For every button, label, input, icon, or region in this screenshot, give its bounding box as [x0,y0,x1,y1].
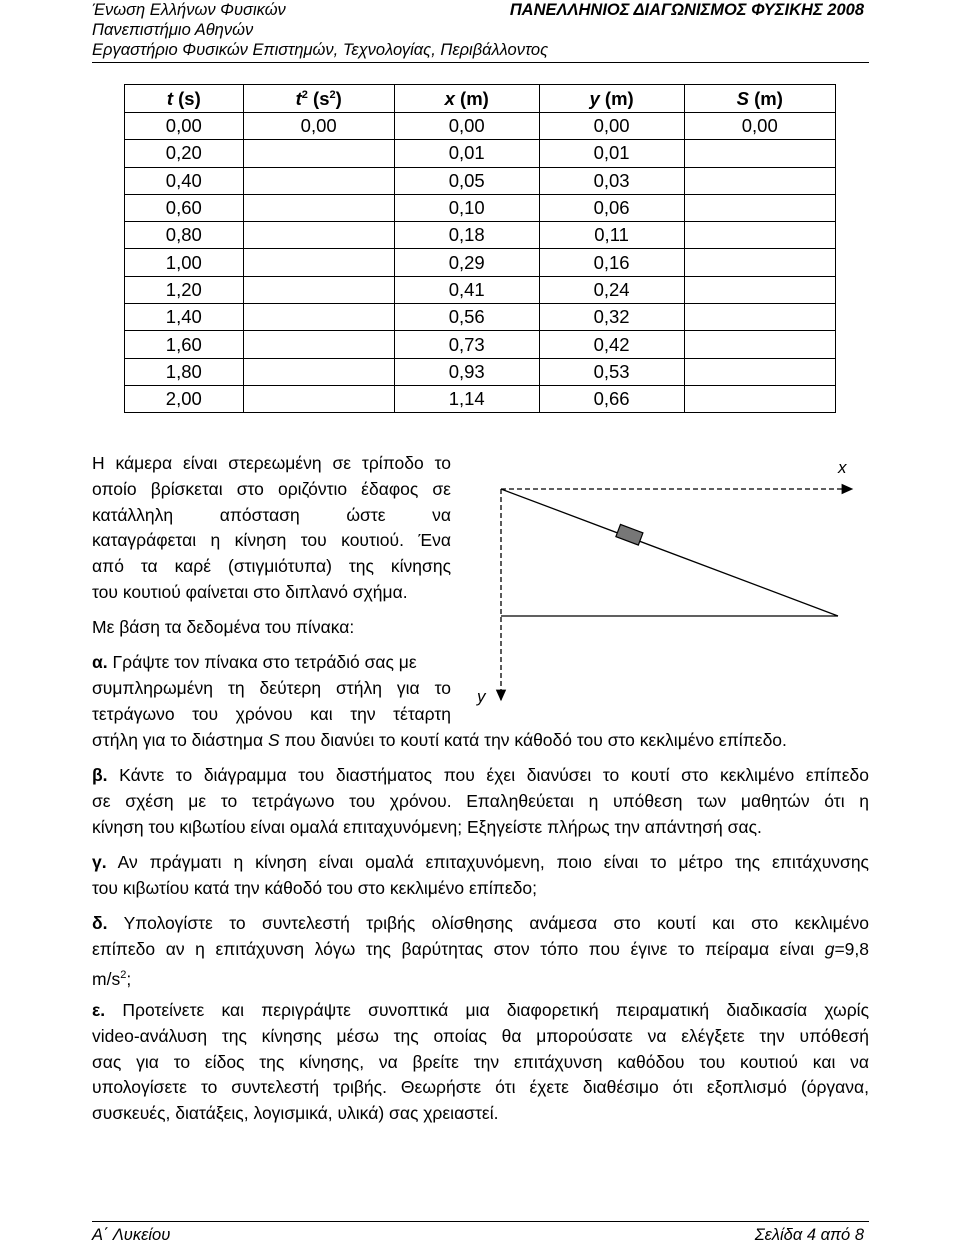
cell-x: 0,73 [394,331,539,358]
cell-t: 0,80 [125,222,244,249]
table-row [125,331,836,358]
cell-t-squared [243,140,394,167]
col-header-t-squared: $t^2$ $(s^2)$ [243,85,394,113]
question-d-label: δ. [92,913,108,933]
question-b-line-2: σε σχέση με το τετράγωνο του χρόνου. Επαληθεύεται η υπόθεση των μαθητών ότι η [92,790,869,811]
cell-t-squared [243,194,394,221]
table-row [125,304,836,331]
table-row [125,222,836,249]
cell-s [684,358,835,385]
header-organization [92,0,548,60]
based-on-line: Με βάση τα δεδομένα του πίνακα: [92,617,355,637]
question-a-line-2: συμπληρωμένη τη δεύτερη στήλη για το [92,678,451,698]
question-e-line-5: συσκευές, διατάξεις, λογισμικά, υλικά) σας χρειαστεί. [92,1103,499,1124]
table-header-row [125,85,836,113]
cell-y: 0,53 [539,358,684,385]
intro-line-2: οποίο βρίσκεται στο οριζόντιο έδαφος σε [92,478,451,499]
question-a-label: α. [92,652,108,672]
incline-figure [470,452,870,717]
header-divider [92,62,869,63]
y-axis-label: y [477,687,486,706]
intro-line-5: από τα καρέ (στιγμιότυπα) της κίνησης [92,556,451,577]
cell-t-squared: 0,00 [243,113,394,140]
cell-t: 1,00 [125,249,244,276]
cell-x: 0,41 [394,276,539,303]
cell-y: 0,03 [539,167,684,194]
question-e-label: ε. [92,1000,106,1020]
question-e-line-1: ε. Προτείνετε και περιγράψτε συνοπτικά μια διαφορετική πειραματική διαδικασία χωρίς [92,1000,869,1020]
cell-s [684,331,835,358]
x-axis-label: x [838,458,847,477]
intro-paragraph [92,451,451,580]
question-e-line-3: σας για το είδος της κίνησης, να βρείτε την επιτάχυνση καθόδου του κουτιού και να [92,1051,869,1072]
cell-t: 0,40 [125,167,244,194]
question-e-line-4: υπολογίσετε το συντελεστή τριβής. Θεωρήστε ότι έχετε διαθέσιμο ότι εξοπλισμό (όργανα, [92,1077,869,1098]
table-row [125,194,836,221]
cell-x: 0,10 [394,194,539,221]
footer-grade: Α΄ Λυκείου [92,1226,171,1244]
cell-x: 0,93 [394,358,539,385]
table-row [125,249,836,276]
cell-y: 0,11 [539,222,684,249]
org-line-3: Εργαστήριο Φυσικών Επιστημών, Τεχνολογίας, Περιβάλλοντος [92,41,549,59]
cell-y: 0,16 [539,249,684,276]
table-row [125,385,836,412]
cell-t: 0,20 [125,140,244,167]
table-row [125,167,836,194]
intro-line-3: κατάλληλη απόσταση ώστε να [92,504,451,525]
cell-y: 0,66 [539,385,684,412]
footer-divider [92,1221,869,1222]
question-b-line-1: β. Κάντε το διάγραμμα του διαστήματος που έχει διανύσει το κουτί στο κεκλιμένο επίπεδο [92,765,869,785]
table-row [125,113,836,140]
question-d-line-2: επίπεδο αν η επιτάχυνση λόγω της βαρύτητας στον τόπο που έγινε το πείραμα είναι g=9,8 [92,938,869,959]
question-d-line-1: δ. Υπολογίστε το συντελεστή τριβής ολίσθησης ανάμεσα στο κουτί και στο κεκλιμένο [92,913,869,933]
cell-x: 0,18 [394,222,539,249]
cell-t-squared [243,385,394,412]
cell-y: 0,01 [539,140,684,167]
intro-last-line: του κουτιού φαίνεται στο διπλανό σχήμα. [92,582,408,602]
cell-t: 1,40 [125,304,244,331]
cell-x: 0,29 [394,249,539,276]
question-d-line-3: $m/s^2$; [92,968,132,989]
cell-s [684,249,835,276]
table-row [125,276,836,303]
cell-s: 0,00 [684,113,835,140]
cell-s [684,167,835,194]
cell-y: 0,06 [539,194,684,221]
cell-x: 0,56 [394,304,539,331]
question-c-line-1: γ. Αν πράγματι η κίνηση είναι ομαλά επιταχυνόμενη, ποιο είναι το μέτρο της επιτάχυνσης [92,852,869,872]
col-header-t: t (s) [125,85,244,113]
cell-t-squared [243,276,394,303]
cell-x: 0,01 [394,140,539,167]
question-a-line-3: τετράγωνο του χρόνου και την τέταρτη [92,704,451,724]
table-row [125,140,836,167]
box-icon [616,524,643,545]
question-e [92,998,869,1127]
cell-t: 1,80 [125,358,244,385]
cell-t-squared [243,331,394,358]
col-header-x: x (m) [394,85,539,113]
question-a-line-1: α. Γράψτε τον πίνακα στο τετράδιό σας με [92,652,417,672]
cell-t: 1,20 [125,276,244,303]
org-line-1: Ένωση Ελλήνων Φυσικών [92,1,286,19]
question-c-line-2: του κιβωτίου κατά την κάθοδό του στο κεκλιμένο επίπεδο; [92,877,537,898]
cell-s [684,276,835,303]
cell-x: 0,05 [394,167,539,194]
intro-line-1: Η κάμερα είναι στερεωμένη σε τρίποδο το [92,453,451,473]
cell-t-squared [243,304,394,331]
question-c [92,850,869,902]
org-line-2: Πανεπιστήμιο Αθηνών [92,21,254,39]
cell-t: 1,60 [125,331,244,358]
cell-s [684,385,835,412]
cell-t-squared [243,222,394,249]
incline-surface [501,489,838,616]
measurements-table [124,84,836,413]
competition-title: ΠΑΝΕΛΛΗΝΙΟΣ ΔΙΑΓΩΝΙΣΜΟΣ ΦΥΣΙΚΗΣ 2008 [509,1,864,19]
cell-y: 0,32 [539,304,684,331]
cell-s [684,194,835,221]
cell-s [684,222,835,249]
cell-t: 2,00 [125,385,244,412]
col-header-y: y (m) [539,85,684,113]
cell-t: 0,00 [125,113,244,140]
question-e-line-2: video-ανάλυση της κίνησης μέσω της οποίας θα μπορούσατε να ελέγξετε την υπόθεσή [92,1025,869,1046]
cell-t-squared [243,249,394,276]
cell-s [684,140,835,167]
cell-s [684,304,835,331]
cell-t-squared [243,167,394,194]
question-b [92,763,869,840]
intro-line-4: καταγράφεται η κίνηση του κουτιού. Ένα [92,530,451,551]
cell-y: 0,24 [539,276,684,303]
question-c-label: γ. [92,852,107,872]
question-b-label: β. [92,765,108,785]
question-a-line-4: στήλη για το διάστημα S που διανύει το κουτί κατά την κάθοδό του στο κεκλιμένο επίπεδο. [92,730,787,750]
footer-page-number: Σελίδα 4 από 8 [754,1226,864,1244]
table-row [125,358,836,385]
question-d [92,911,869,992]
cell-y: 0,42 [539,331,684,358]
cell-x: 0,00 [394,113,539,140]
col-header-s: S (m) [684,85,835,113]
cell-t: 0,60 [125,194,244,221]
question-b-line-3: κίνηση του κιβωτίου είναι ομαλά επιταχυνόμενη; Εξηγείστε πλήρως την απάντησή σας. [92,816,762,837]
cell-t-squared [243,358,394,385]
cell-y: 0,00 [539,113,684,140]
cell-x: 1,14 [394,385,539,412]
